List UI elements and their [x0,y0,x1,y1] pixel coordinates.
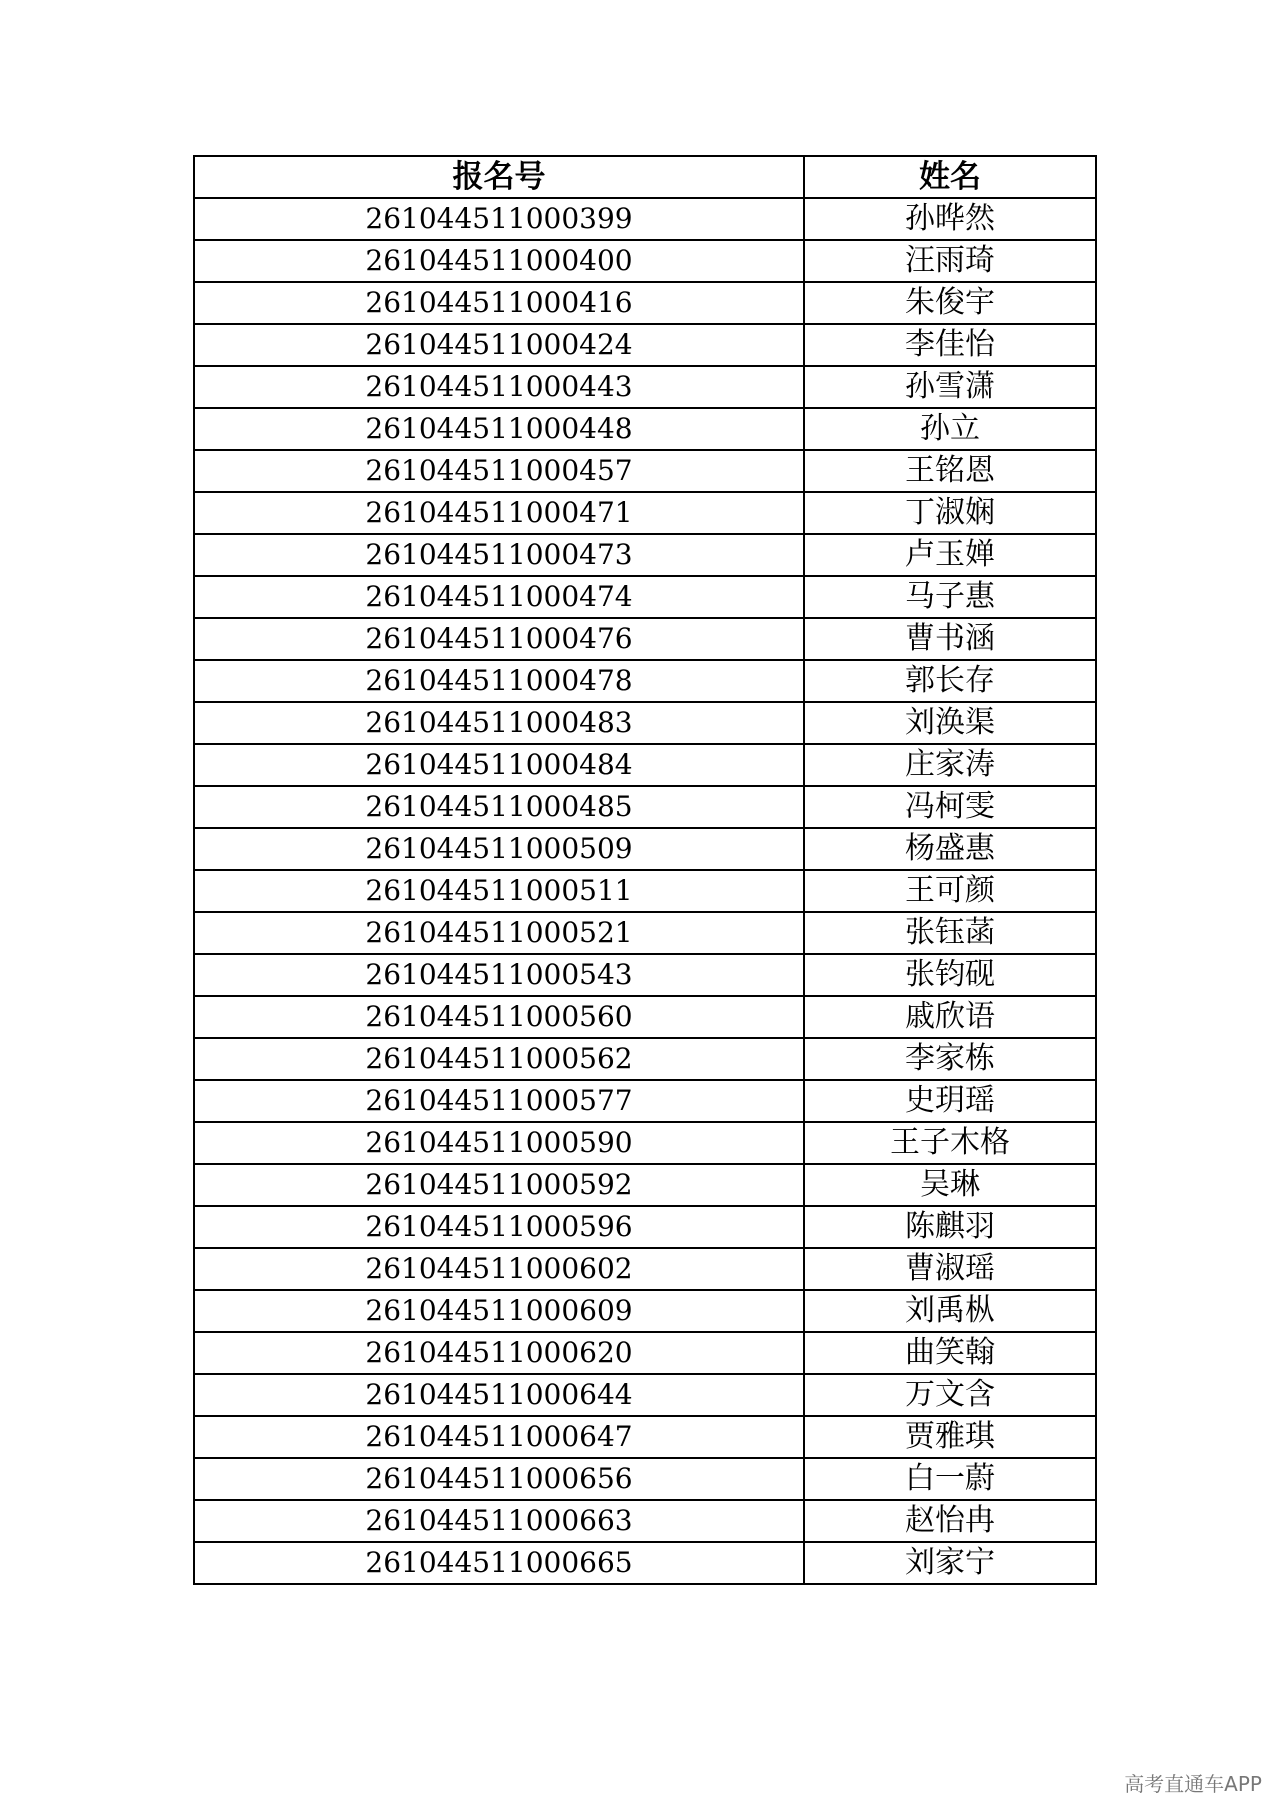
table-row [194,576,1096,618]
name-cell: 吴琳 [804,1164,1096,1206]
registration-number-cell: 261044511000592 [194,1164,804,1206]
table-row [194,198,1096,240]
name-cell: 曹淑瑶 [804,1248,1096,1290]
table-row [194,1500,1096,1542]
table-body [194,198,1096,1584]
name-cell: 郭长存 [804,660,1096,702]
registration-number-cell: 261044511000443 [194,366,804,408]
table-row [194,282,1096,324]
table-row [194,1122,1096,1164]
registration-number-cell: 261044511000665 [194,1542,804,1584]
registration-table [193,155,1097,1585]
registration-number-cell: 261044511000476 [194,618,804,660]
name-cell: 汪雨琦 [804,240,1096,282]
registration-number-cell: 261044511000562 [194,1038,804,1080]
table-header-row [194,156,1096,198]
name-cell: 刘涣渠 [804,702,1096,744]
name-cell: 卢玉婵 [804,534,1096,576]
table-row [194,1206,1096,1248]
table-row [194,1290,1096,1332]
registration-number-cell: 261044511000521 [194,912,804,954]
table-row [194,1416,1096,1458]
registration-number-cell: 261044511000471 [194,492,804,534]
table-row [194,870,1096,912]
name-cell: 刘禹枞 [804,1290,1096,1332]
table-row [194,996,1096,1038]
name-cell: 万文含 [804,1374,1096,1416]
name-cell: 杨盛惠 [804,828,1096,870]
name-cell: 李家栋 [804,1038,1096,1080]
name-cell: 冯柯雯 [804,786,1096,828]
table-row [194,618,1096,660]
registration-number-cell: 261044511000511 [194,870,804,912]
table-row [194,1332,1096,1374]
table-row [194,744,1096,786]
registration-number-cell: 261044511000647 [194,1416,804,1458]
name-cell: 曹书涵 [804,618,1096,660]
name-cell: 赵怡冉 [804,1500,1096,1542]
registration-number-cell: 261044511000457 [194,450,804,492]
table-row [194,534,1096,576]
name-cell: 丁淑娴 [804,492,1096,534]
name-cell: 王铭恩 [804,450,1096,492]
registration-number-cell: 261044511000560 [194,996,804,1038]
name-cell: 陈麒羽 [804,1206,1096,1248]
name-cell: 白一蔚 [804,1458,1096,1500]
registration-number-cell: 261044511000644 [194,1374,804,1416]
registration-number-cell: 261044511000543 [194,954,804,996]
registration-number-cell: 261044511000484 [194,744,804,786]
registration-number-cell: 261044511000483 [194,702,804,744]
name-cell: 马子惠 [804,576,1096,618]
table-row [194,1248,1096,1290]
header-registration-number: 报名号 [194,156,804,198]
registration-number-cell: 261044511000478 [194,660,804,702]
name-cell: 张钧砚 [804,954,1096,996]
registration-number-cell: 261044511000416 [194,282,804,324]
registration-number-cell: 261044511000620 [194,1332,804,1374]
registration-number-cell: 261044511000577 [194,1080,804,1122]
table-row [194,1038,1096,1080]
table-row [194,912,1096,954]
registration-number-cell: 261044511000663 [194,1500,804,1542]
table-row [194,492,1096,534]
table-row [194,828,1096,870]
name-cell: 史玥瑶 [804,1080,1096,1122]
name-cell: 孙雪潇 [804,366,1096,408]
table-row [194,1458,1096,1500]
table-row [194,408,1096,450]
table-row [194,786,1096,828]
name-cell: 孙晔然 [804,198,1096,240]
name-cell: 张钰菡 [804,912,1096,954]
name-cell: 李佳怡 [804,324,1096,366]
registration-number-cell: 261044511000400 [194,240,804,282]
table-row [194,450,1096,492]
name-cell: 戚欣语 [804,996,1096,1038]
name-cell: 庄家涛 [804,744,1096,786]
table-row [194,702,1096,744]
registration-number-cell: 261044511000485 [194,786,804,828]
name-cell: 曲笑翰 [804,1332,1096,1374]
registration-number-cell: 261044511000609 [194,1290,804,1332]
name-cell: 王子木格 [804,1122,1096,1164]
registration-number-cell: 261044511000424 [194,324,804,366]
registration-number-cell: 261044511000596 [194,1206,804,1248]
table-row [194,1164,1096,1206]
registration-number-cell: 261044511000590 [194,1122,804,1164]
registration-number-cell: 261044511000474 [194,576,804,618]
registration-number-cell: 261044511000656 [194,1458,804,1500]
table-row [194,954,1096,996]
name-cell: 刘家宁 [804,1542,1096,1584]
table-row [194,366,1096,408]
table-row [194,324,1096,366]
table-row [194,1542,1096,1584]
registration-number-cell: 261044511000509 [194,828,804,870]
registration-number-cell: 261044511000448 [194,408,804,450]
table-row [194,660,1096,702]
name-cell: 朱俊宇 [804,282,1096,324]
table-row [194,240,1096,282]
header-name: 姓名 [804,156,1096,198]
name-cell: 孙立 [804,408,1096,450]
name-cell: 王可颜 [804,870,1096,912]
registration-number-cell: 261044511000473 [194,534,804,576]
watermark-text: 高考直通车APP [1124,1772,1262,1796]
registration-number-cell: 261044511000602 [194,1248,804,1290]
table-row [194,1374,1096,1416]
registration-number-cell: 261044511000399 [194,198,804,240]
table-row [194,1080,1096,1122]
name-cell: 贾雅琪 [804,1416,1096,1458]
